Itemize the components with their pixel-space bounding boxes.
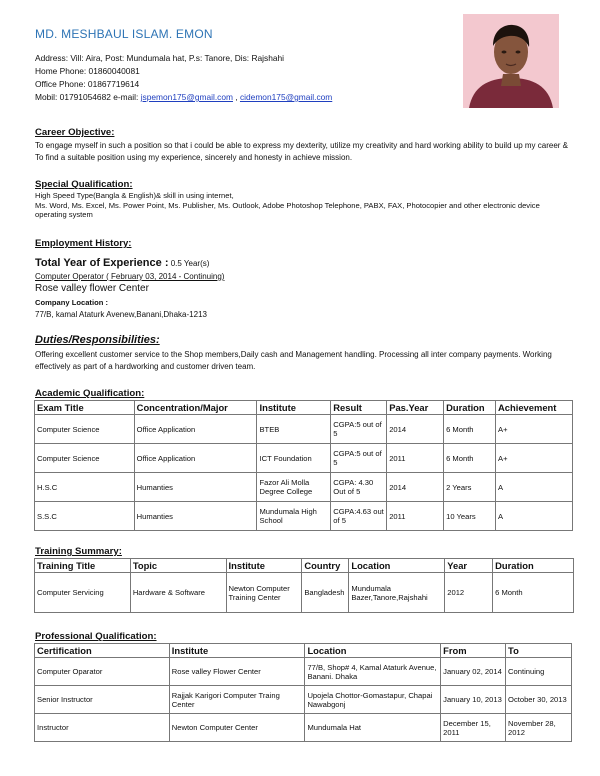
address: Address: Vill: Aira, Post: Mundumala hat, P.s: Tanore, Dis: Rajshahi: [35, 53, 285, 63]
training-header-cell: Training Title: [35, 559, 131, 573]
table-cell: 2011: [387, 502, 444, 531]
table-cell: BTEB: [257, 415, 331, 444]
profile-photo: [463, 14, 559, 108]
table-cell: Humanties: [134, 502, 257, 531]
home-phone: Home Phone: 01860040081: [35, 66, 140, 76]
training-table: [34, 558, 574, 613]
email-link-2[interactable]: cidemon175@gmail.com: [239, 92, 333, 102]
table-cell: A+: [496, 444, 573, 473]
special-qualification-text: [35, 191, 565, 220]
table-cell: 2 Years: [444, 473, 496, 502]
table-cell: Newton Computer Center: [169, 714, 305, 742]
company-location: 77/B, kamal Ataturk Avenew,Banani,Dhaka-1213: [35, 310, 207, 319]
company-location-label: Company Location :: [35, 298, 108, 307]
professional-header-cell: Institute: [169, 644, 305, 658]
table-cell: Senior Instructor: [35, 686, 170, 714]
table-cell: Computer Servicing: [35, 573, 131, 613]
email-link-1[interactable]: jspemon175@gmail.com: [140, 92, 233, 102]
academic-header-cell: Institute: [257, 401, 331, 415]
academic-table: [34, 400, 573, 531]
candidate-name: MD. MESHBAUL ISLAM. EMON: [35, 27, 213, 41]
special-qualification-heading: Special Qualification:: [35, 179, 133, 190]
training-header-cell: Topic: [130, 559, 226, 573]
training-header-cell: Year: [445, 559, 493, 573]
academic-header-cell: Duration: [444, 401, 496, 415]
table-cell: 2014: [387, 415, 444, 444]
table-cell: CGPA:5 out of 5: [331, 444, 387, 473]
training-header-cell: Location: [349, 559, 445, 573]
academic-header-cell: Pas.Year: [387, 401, 444, 415]
duties-text: Offering excellent customer service to the Shop members,Daily cash and Management handling. Processing all inter company payments. Working effectively as part of a hardworking and customer driven team.: [35, 350, 552, 371]
table-cell: ICT Foundation: [257, 444, 331, 473]
academic-header-cell: Exam Title: [35, 401, 135, 415]
table-cell: Mundumala Hat: [305, 714, 441, 742]
professional-header-cell: Location: [305, 644, 441, 658]
table-cell: 6 Month: [444, 444, 496, 473]
table-cell: Rose valley Flower Center: [169, 658, 305, 686]
table-row: [35, 473, 573, 502]
table-cell: January 02, 2014: [441, 658, 506, 686]
table-cell: Computer Oparator: [35, 658, 170, 686]
mobile: Mobil: 01791054682 e-mail:: [35, 92, 141, 102]
table-cell: October 30, 2013: [506, 686, 572, 714]
table-cell: Bangladesh: [302, 573, 349, 613]
table-cell: H.S.C: [35, 473, 135, 502]
table-cell: Computer Science: [35, 415, 135, 444]
special-qualification-line-1: High Speed Type(Bangla & English)& skill in using internet,: [35, 191, 234, 200]
table-cell: CGPA:5 out of 5: [331, 415, 387, 444]
table-cell: 10 Years: [444, 502, 496, 531]
total-experience: [35, 257, 209, 269]
training-heading: Training Summary:: [35, 546, 122, 557]
career-objective-text: To engage myself in such a position so that i could be able to express my dexterity, utilize my creativity and hard working ability to build up my career & To find a suitable position using my experience, sincerely and honesty in achieve mission.: [35, 141, 568, 162]
table-cell: CGPA:4.63 out of 5: [331, 502, 387, 531]
table-cell: Fazor Ali Molla Degree College: [257, 473, 331, 502]
table-row: [35, 658, 572, 686]
academic-header-cell: Result: [331, 401, 387, 415]
training-header-cell: Duration: [493, 559, 574, 573]
table-cell: Hardware & Software: [130, 573, 226, 613]
table-row: [35, 573, 574, 613]
academic-header-cell: Achievement: [496, 401, 573, 415]
table-cell: Newton Computer Training Center: [226, 573, 302, 613]
table-cell: Instructor: [35, 714, 170, 742]
table-cell: 6 Month: [493, 573, 574, 613]
table-cell: Mundumala High School: [257, 502, 331, 531]
training-header-cell: Institute: [226, 559, 302, 573]
company-name: Rose valley flower Center: [35, 283, 149, 294]
office-phone: Office Phone: 01867719614: [35, 79, 140, 89]
academic-header-row: [35, 401, 573, 415]
job-position: Computer Operator ( February 03, 2014 - Continuing): [35, 272, 225, 281]
table-cell: S.S.C: [35, 502, 135, 531]
mobile-email-line: [35, 91, 455, 104]
table-cell: Mundumala Bazer,Tanore,Rajshahi: [349, 573, 445, 613]
table-row: [35, 714, 572, 742]
email-separator: ,: [232, 92, 240, 102]
table-cell: December 15, 2011: [441, 714, 506, 742]
training-header-cell: Country: [302, 559, 349, 573]
academic-heading: Academic Qualification:: [35, 388, 145, 399]
portrait-image: [463, 14, 559, 108]
professional-header-cell: Certification: [35, 644, 170, 658]
table-cell: Continuing: [506, 658, 572, 686]
table-cell: 2011: [387, 444, 444, 473]
table-row: [35, 444, 573, 473]
professional-heading: Professional Qualification:: [35, 631, 157, 642]
table-row: [35, 415, 573, 444]
training-header-row: [35, 559, 574, 573]
table-cell: 2014: [387, 473, 444, 502]
professional-header-cell: To: [506, 644, 572, 658]
table-cell: A+: [496, 415, 573, 444]
table-cell: CGPA: 4.30 Out of 5: [331, 473, 387, 502]
table-cell: Computer Science: [35, 444, 135, 473]
special-qualification-line-2: Ms. Word, Ms. Excel, Ms. Power Point, Ms. Publisher, Ms. Outlook, Adobe Photoshop Telephone, PABX, FAX, Photocopier and other electronic device operating system: [35, 200, 540, 220]
total-experience-label: Total Year of Experience :: [35, 257, 169, 269]
contact-block: [35, 52, 455, 104]
table-cell: January 10, 2013: [441, 686, 506, 714]
employment-history-heading: Employment History:: [35, 238, 132, 249]
table-row: [35, 686, 572, 714]
table-cell: A: [496, 502, 573, 531]
table-cell: Upojela Chottor-Gomastapur, Chapai Nawabgonj: [305, 686, 441, 714]
table-cell: Rajjak Karigori Computer Traing Center: [169, 686, 305, 714]
career-objective-heading: Career Objective:: [35, 127, 115, 138]
academic-header-cell: Concentration/Major: [134, 401, 257, 415]
total-experience-value: 0.5 Year(s): [168, 259, 210, 268]
table-cell: 77/B, Shop# 4, Kamal Ataturk Avenue, Banani. Dhaka: [305, 658, 441, 686]
table-cell: 2012: [445, 573, 493, 613]
table-cell: A: [496, 473, 573, 502]
table-cell: 6 Month: [444, 415, 496, 444]
table-cell: Office Application: [134, 444, 257, 473]
duties-heading: Duties/Responsibilities:: [35, 334, 160, 346]
professional-header-cell: From: [441, 644, 506, 658]
professional-header-row: [35, 644, 572, 658]
table-cell: November 28, 2012: [506, 714, 572, 742]
professional-table: [34, 643, 572, 742]
table-cell: Office Application: [134, 415, 257, 444]
table-row: [35, 502, 573, 531]
table-cell: Humanties: [134, 473, 257, 502]
